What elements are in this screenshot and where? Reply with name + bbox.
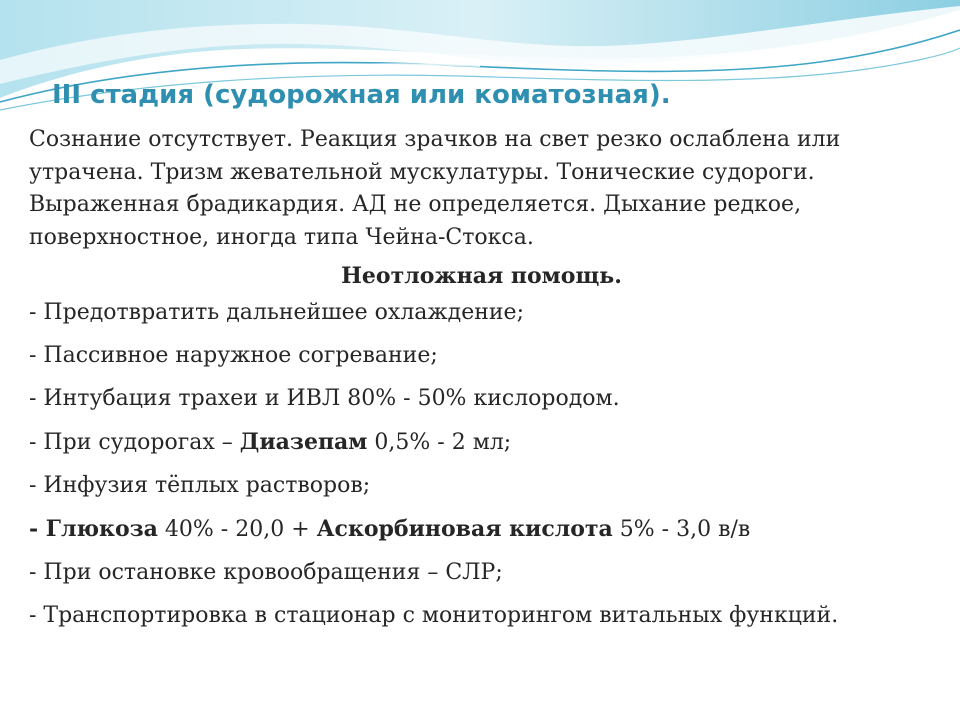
emergency-help-heading: Неотложная помощь. — [341, 263, 622, 289]
dose-text: 40% - 20,0 + — [157, 516, 317, 542]
dose-text: 0,5% - 2 мл; — [367, 429, 512, 455]
drug-name: Аскорбиновая кислота — [316, 515, 613, 542]
stage-description: Сознание отсутствует. Реакция зрачков на свет резко ослаблена или утрачена. Тризм жевательной мускулатуры. Тонические судороги. Выраженная брадикардия. АД не определяется. Дыхание редкое, поверхностное, иногда типа Чейна-Стокса. — [29, 127, 841, 250]
slide-content — [29, 124, 934, 633]
list-item: - Инфузия тёплых растворов; — [29, 472, 371, 498]
list-item: - При остановке кровообращения – СЛР; — [29, 560, 503, 586]
slide-title: III стадия (судорожная или коматозная). — [52, 80, 671, 110]
item-prefix: - При судорогах – — [29, 429, 240, 455]
drug-name: Глюкоза — [45, 515, 158, 542]
list-item — [29, 513, 934, 547]
list-item: - Транспортировка в стационар с мониторингом витальных функций. — [29, 603, 839, 629]
list-item: - Пассивное наружное согревание; — [29, 342, 438, 368]
list-item: - Предотвратить дальнейшее охлаждение; — [29, 299, 524, 325]
item-prefix: - — [29, 515, 46, 542]
list-item — [29, 426, 934, 460]
drug-name: Диазепам — [239, 428, 368, 455]
dose-text: 5% - 3,0 в/в — [612, 516, 751, 542]
list-item: - Интубация трахеи и ИВЛ 80% - 50% кислородом. — [29, 385, 620, 411]
